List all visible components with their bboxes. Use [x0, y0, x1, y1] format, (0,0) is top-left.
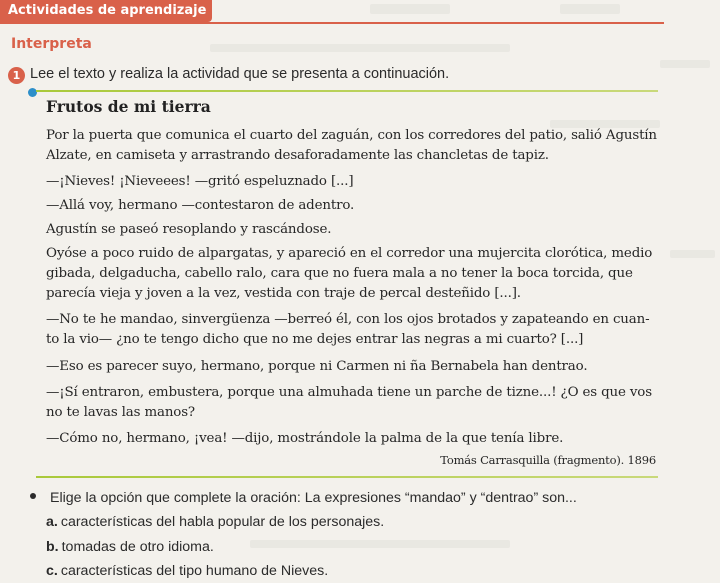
bullet-icon	[30, 493, 36, 499]
activities-banner: Actividades de aprendizaje	[0, 0, 212, 22]
option-letter: c.	[46, 563, 58, 579]
banner-rule	[0, 22, 664, 24]
option-text: características del habla popular de los personajes.	[60, 514, 385, 530]
story-title: Frutos de mi tierra	[46, 97, 211, 116]
question-prompt: Elige la opción que complete la oración: La expresiones “mandao” y “dentrao” son...	[50, 490, 577, 506]
story-paragraph: —No te he mandao, sinvergüenza —berreó él, con los ojos brotados y zapateando en cuan-to la vio— ¿no te tengo dicho que no me dejes entrar las negras a mi cuarto? [...]	[46, 312, 650, 347]
story-bottom-rule	[36, 476, 658, 478]
story-top-rule	[36, 90, 658, 92]
answer-option-b[interactable]	[46, 539, 214, 555]
story-credit: Tomás Carrasquilla (fragmento). 1896	[440, 453, 656, 467]
activity-number-badge: 1	[8, 67, 25, 84]
story-paragraph: —¡Nieves! ¡Nieveees! —gritó espeluznado [...]	[46, 174, 354, 189]
story-paragraph: —Allá voy, hermano —contestaron de adentro.	[46, 198, 355, 213]
option-letter: b.	[46, 539, 59, 555]
story-paragraph: —¡Sí entraron, embustera, porque una almuhada tiene un parche de tizne...! ¿O es que vos no te lavas las manos?	[46, 385, 652, 420]
question-prompt-row	[30, 490, 577, 506]
story-paragraph: —Cómo no, hermano, ¡vea! —dijo, mostrándole la palma de la que tenía libre.	[46, 431, 564, 446]
story-paragraph: Agustín se paseó resoplando y rascándose.	[46, 222, 332, 237]
section-title: Interpreta	[11, 36, 92, 52]
story-paragraph: Por la puerta que comunica el cuarto del zaguán, con los corredores del patio, salió Agustín Alzate, en camiseta y arrastrando desaforadamente las chancletas de tapiz.	[46, 128, 657, 163]
answer-option-c[interactable]	[46, 563, 328, 579]
option-letter: a.	[46, 514, 58, 530]
answer-option-a[interactable]	[46, 514, 384, 530]
activity-instruction: Lee el texto y realiza la actividad que se presenta a continuación.	[30, 66, 450, 82]
story-paragraph: —Eso es parecer suyo, hermano, porque ni Carmen ni ña Bernabela han dentrao.	[46, 359, 588, 374]
story-paragraph: Oyóse a poco ruido de alpargatas, y apareció en el corredor una mujercita clorótica, medio gibada, delgaducha, cabello ralo, cara que no fuera mala a no tener la boca torcida, que parecía vieja y joven a la vez, vestida con traje de percal desteñido [...].	[46, 246, 653, 301]
option-text: características del tipo humano de Nieves.	[60, 563, 329, 579]
option-text: tomadas de otro idioma.	[61, 539, 214, 555]
